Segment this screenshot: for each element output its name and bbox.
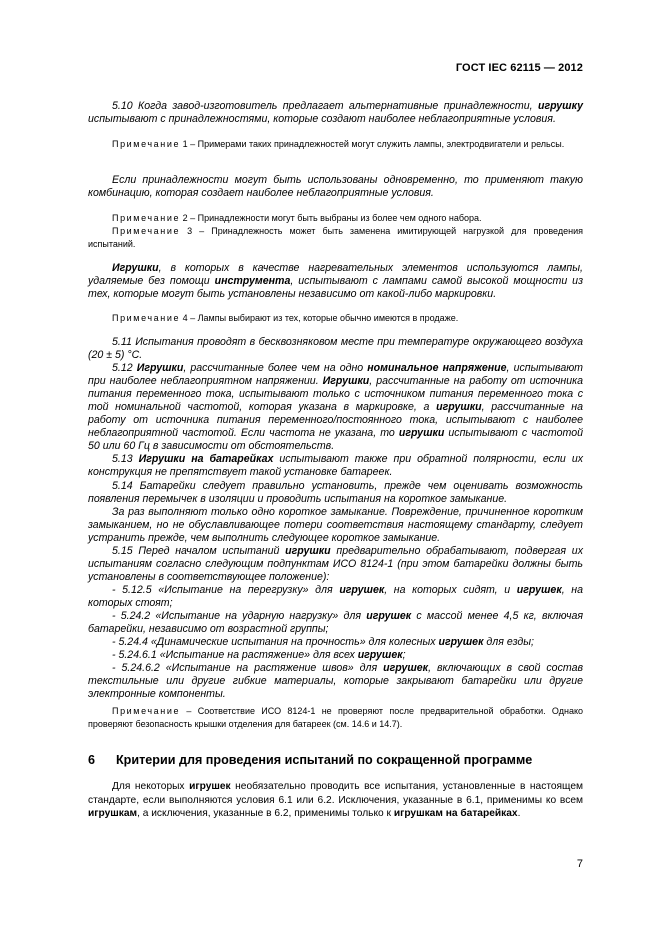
- clause-5-14: 5.14 Батарейки следует правильно установить, прежде чем оценивать возможность появления перемычек в изоляции и проводить испытания на короткое замыкание.: [88, 479, 583, 505]
- clause-5-15: 5.15 Перед началом испытаний игрушки предварительно обрабатывают, подвергая их испытаниям согласно следующим подпунктам ИСО 8124-1 (при этом батарейки должны быть установлены в соответствующее положение):: [88, 544, 583, 583]
- list-item-5-24-2: - 5.24.2 «Испытание на ударную нагрузку» для игрушек с массой менее 4,5 кг, включая батарейки, независимо от возрастной группы;: [88, 609, 583, 636]
- clause-5-14-continued: За раз выполняют только одно короткое замыкание. Повреждение, причиненное коротким замыканием, но не обуславливающее потери соответствия настоящему стандарту, следует устранить прежде, чем выполнить следующее короткое замыкание.: [88, 505, 583, 544]
- clause-5-13: 5.13 Игрушки на батарейках испытывают также при обратной полярности, если их конструкция не препятствует такой установке батареек.: [88, 453, 584, 479]
- clause-5-11: 5.11 Испытания проводят в бесквозняковом месте при температуре окружающего воздуха (20 ± 5) °С.: [88, 336, 583, 362]
- note-1: Примечание 1 – Примерами таких принадлежностей могут служить лампы, электродвигатели и рельсы.: [112, 139, 565, 149]
- note-3: Примечание 3 – Принадлежность может быть заменена имитирующей нагрузкой для проведения испытаний.: [88, 226, 583, 249]
- section-title: Критерии для проведения испытаний по сокращенной программе: [116, 753, 533, 767]
- section-6-paragraph: Для некоторых игрушек необязательно проводить все испытания, установленные в настоящем стандарте, если выполняются условия 6.1 или 6.2. Исключения, указанные в 6.1, применимы ко всем игрушкам, а исключения, указанные в 6.2, применимы только к игрушкам на батарейках.: [88, 781, 583, 820]
- note-2: Примечание 2 – Принадлежности могут быть выбраны из более чем одного набора.: [112, 213, 482, 223]
- note-preconditioning: Примечание – Соответствие ИСО 8124-1 не проверяют после предварительной обработки. Однако проверяют безопасность крышки отделения для батареек (см. 14.6 и 14.7).: [88, 706, 583, 729]
- list-item-5-24-6-1: - 5.24.6.1 «Испытание на растяжение» для всех игрушек;: [112, 649, 406, 662]
- paragraph-simultaneous-accessories: Если принадлежности могут быть использованы одновременно, то применяют такую комбинацию, которая создает наиболее неблагоприятные условия.: [88, 174, 583, 200]
- page-number: 7: [576, 858, 583, 870]
- list-item-5-24-6-2: - 5.24.6.2 «Испытание на растяжение швов» для игрушек, включающих в свой состав текстильные или другие гибкие материалы, которые закрывают батарейки или другие электронные компоненты.: [88, 662, 583, 701]
- section-number: 6: [88, 753, 96, 767]
- note-4: Примечание 4 – Лампы выбирают из тех, которые обычно имеются в продаже.: [112, 313, 459, 323]
- clause-5-12: 5.12 Игрушки, рассчитанные более чем на одно номинальное напряжение, испытывают при наиболее неблагоприятном напряжении. Игрушки, рассчитанные на работу от источника питания переменного тока, испытывают только с источником питания переменного тока с той номинальной частотой, которая указана в маркировке, а игрушки, рассчитанные на работу от источника питания переменного/постоянного тока, испытывают с наиболее неблагоприятной частотой. Если частота не указана, то игрушки испытывают с частотой 50 или 60 Гц в зависимости от обстоятельств.: [88, 362, 584, 453]
- list-item-5-12-5: - 5.12.5 «Испытание на перегрузку» для игрушек, на которых сидят, и игрушек, на которых стоят;: [88, 583, 584, 609]
- clauses-5-11-to-5-15: [88, 336, 583, 701]
- clause-5-10: 5.10 Когда завод-изготовитель предлагает альтернативные принадлежности, игрушку испытывают с принадлежностями, которые создают наиболее неблагоприятные условия.: [88, 100, 583, 126]
- section-6-heading: [88, 753, 532, 767]
- list-item-5-24-4: - 5.24.4 «Динамические испытания на прочность» для колесных игрушек для езды;: [112, 636, 535, 649]
- document-header-code: ГОСТ IEC 62115 — 2012: [455, 62, 583, 74]
- paragraph-heating-lamps: Игрушки, в которых в качестве нагревательных элементов используются лампы, удаляемые без помощи инструмента, испытывают с лампами самой высокой мощности из тех, которые могут быть установлены независимо от какой-либо маркировки.: [88, 262, 584, 301]
